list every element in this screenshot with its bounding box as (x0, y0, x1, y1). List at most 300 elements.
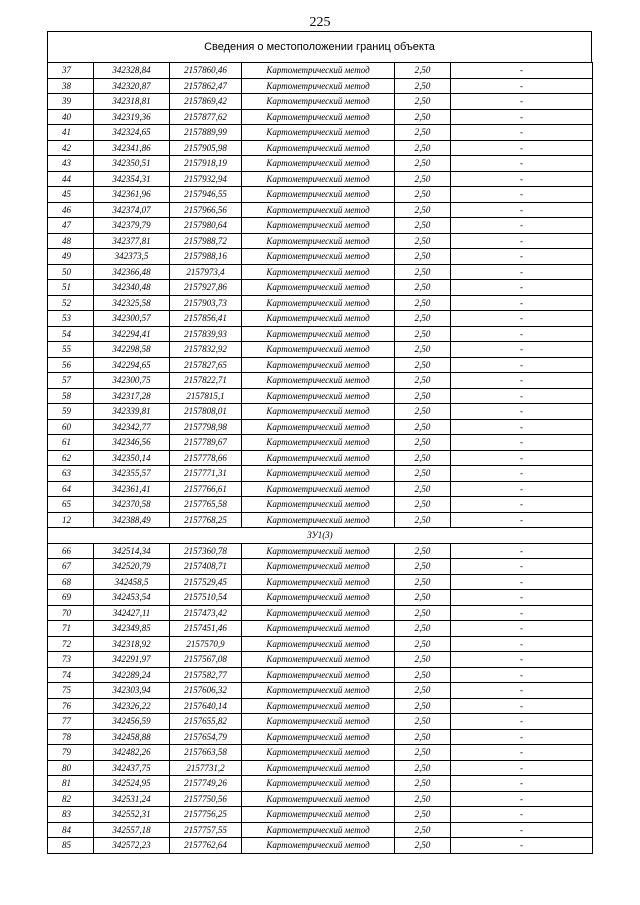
cell-precision: 2,50 (395, 202, 451, 218)
cell-precision: 2,50 (395, 373, 451, 389)
cell-x-coordinate: 342300,57 (94, 311, 170, 327)
cell-description: - (451, 543, 593, 559)
cell-x-coordinate: 342339,81 (94, 404, 170, 420)
cell-x-coordinate: 342294,65 (94, 357, 170, 373)
cell-description: - (451, 745, 593, 761)
cell-point-number: 53 (48, 311, 94, 327)
cell-description: - (451, 497, 593, 513)
cell-description: - (451, 249, 593, 265)
cell-point-number: 58 (48, 388, 94, 404)
cell-y-coordinate: 2157567,08 (170, 652, 242, 668)
cell-method: Картометрический метод (242, 729, 395, 745)
cell-description: - (451, 357, 593, 373)
cell-x-coordinate: 342342,77 (94, 419, 170, 435)
cell-x-coordinate: 342341,86 (94, 140, 170, 156)
table-row (48, 125, 593, 141)
cell-precision: 2,50 (395, 559, 451, 575)
cell-point-number: 49 (48, 249, 94, 265)
cell-point-number: 61 (48, 435, 94, 451)
cell-method: Картометрический метод (242, 218, 395, 234)
table-row (48, 419, 593, 435)
cell-description: - (451, 652, 593, 668)
cell-method: Картометрический метод (242, 838, 395, 854)
cell-method: Картометрический метод (242, 667, 395, 683)
coordinates-table (47, 62, 593, 854)
cell-y-coordinate: 2157839,93 (170, 326, 242, 342)
cell-method: Картометрический метод (242, 357, 395, 373)
cell-method: Картометрический метод (242, 481, 395, 497)
cell-point-number: 46 (48, 202, 94, 218)
cell-x-coordinate: 342572,23 (94, 838, 170, 854)
cell-precision: 2,50 (395, 543, 451, 559)
cell-y-coordinate: 2157877,62 (170, 109, 242, 125)
cell-precision: 2,50 (395, 171, 451, 187)
cell-y-coordinate: 2157762,64 (170, 838, 242, 854)
cell-precision: 2,50 (395, 249, 451, 265)
cell-point-number: 66 (48, 543, 94, 559)
table-row (48, 264, 593, 280)
cell-x-coordinate: 342350,14 (94, 450, 170, 466)
cell-method: Картометрический метод (242, 388, 395, 404)
cell-x-coordinate: 342326,22 (94, 698, 170, 714)
cell-description: - (451, 125, 593, 141)
cell-description: - (451, 94, 593, 110)
cell-point-number: 84 (48, 822, 94, 838)
cell-y-coordinate: 2157808,01 (170, 404, 242, 420)
cell-point-number: 75 (48, 683, 94, 699)
cell-precision: 2,50 (395, 621, 451, 637)
table-row (48, 776, 593, 792)
cell-y-coordinate: 2157757,55 (170, 822, 242, 838)
table-title: Сведения о местоположении границ объекта (47, 31, 592, 62)
table-separator-section (48, 528, 593, 544)
cell-precision: 2,50 (395, 78, 451, 94)
cell-x-coordinate: 342303,94 (94, 683, 170, 699)
cell-method: Картометрический метод (242, 326, 395, 342)
cell-method: Картометрический метод (242, 342, 395, 358)
cell-precision: 2,50 (395, 450, 451, 466)
cell-method: Картометрический метод (242, 683, 395, 699)
cell-method: Картометрический метод (242, 543, 395, 559)
cell-point-number: 37 (48, 63, 94, 79)
table-row (48, 63, 593, 79)
cell-description: - (451, 388, 593, 404)
cell-y-coordinate: 2157789,67 (170, 435, 242, 451)
cell-x-coordinate: 342520,79 (94, 559, 170, 575)
cell-y-coordinate: 2157756,25 (170, 807, 242, 823)
cell-description: - (451, 156, 593, 172)
cell-method: Картометрический метод (242, 94, 395, 110)
cell-method: Картометрический метод (242, 559, 395, 575)
cell-point-number: 67 (48, 559, 94, 575)
table-row (48, 714, 593, 730)
cell-method: Картометрический метод (242, 109, 395, 125)
cell-method: Картометрический метод (242, 807, 395, 823)
cell-point-number: 42 (48, 140, 94, 156)
cell-x-coordinate: 342427,11 (94, 605, 170, 621)
cell-x-coordinate: 342456,59 (94, 714, 170, 730)
cell-method: Картометрический метод (242, 822, 395, 838)
cell-x-coordinate: 342320,87 (94, 78, 170, 94)
cell-description: - (451, 559, 593, 575)
table-row (48, 590, 593, 606)
table-row (48, 652, 593, 668)
cell-precision: 2,50 (395, 698, 451, 714)
table-row (48, 621, 593, 637)
cell-x-coordinate: 342324,65 (94, 125, 170, 141)
cell-description: - (451, 760, 593, 776)
cell-y-coordinate: 2157815,1 (170, 388, 242, 404)
cell-point-number: 55 (48, 342, 94, 358)
cell-y-coordinate: 2157408,71 (170, 559, 242, 575)
table-row (48, 78, 593, 94)
cell-description: - (451, 419, 593, 435)
table-row (48, 838, 593, 854)
table-row (48, 202, 593, 218)
table-row (48, 187, 593, 203)
cell-y-coordinate: 2157655,82 (170, 714, 242, 730)
table-row (48, 512, 593, 528)
cell-method: Картометрический метод (242, 698, 395, 714)
cell-precision: 2,50 (395, 636, 451, 652)
cell-method: Картометрический метод (242, 652, 395, 668)
cell-point-number: 41 (48, 125, 94, 141)
cell-point-number: 64 (48, 481, 94, 497)
cell-description: - (451, 63, 593, 79)
cell-description: - (451, 187, 593, 203)
cell-description: - (451, 202, 593, 218)
cell-method: Картометрический метод (242, 760, 395, 776)
table-row (48, 404, 593, 420)
cell-description: - (451, 404, 593, 420)
cell-precision: 2,50 (395, 357, 451, 373)
cell-point-number: 50 (48, 264, 94, 280)
cell-point-number: 43 (48, 156, 94, 172)
cell-point-number: 45 (48, 187, 94, 203)
cell-y-coordinate: 2157918,19 (170, 156, 242, 172)
cell-precision: 2,50 (395, 791, 451, 807)
cell-y-coordinate: 2157765,58 (170, 497, 242, 513)
cell-point-number: 82 (48, 791, 94, 807)
cell-x-coordinate: 342366,48 (94, 264, 170, 280)
cell-precision: 2,50 (395, 497, 451, 513)
cell-method: Картометрический метод (242, 171, 395, 187)
cell-x-coordinate: 342350,51 (94, 156, 170, 172)
cell-x-coordinate: 342291,97 (94, 652, 170, 668)
cell-method: Картометрический метод (242, 512, 395, 528)
cell-precision: 2,50 (395, 388, 451, 404)
cell-precision: 2,50 (395, 807, 451, 823)
cell-description: - (451, 636, 593, 652)
cell-precision: 2,50 (395, 218, 451, 234)
cell-description: - (451, 109, 593, 125)
cell-x-coordinate: 342552,31 (94, 807, 170, 823)
cell-point-number: 47 (48, 218, 94, 234)
cell-description: - (451, 140, 593, 156)
cell-precision: 2,50 (395, 435, 451, 451)
cell-point-number: 62 (48, 450, 94, 466)
cell-description: - (451, 481, 593, 497)
table-row (48, 435, 593, 451)
cell-x-coordinate: 342294,41 (94, 326, 170, 342)
cell-method: Картометрический метод (242, 202, 395, 218)
cell-y-coordinate: 2157798,98 (170, 419, 242, 435)
cell-precision: 2,50 (395, 326, 451, 342)
cell-precision: 2,50 (395, 466, 451, 482)
cell-y-coordinate: 2157766,61 (170, 481, 242, 497)
cell-precision: 2,50 (395, 590, 451, 606)
cell-y-coordinate: 2157932,94 (170, 171, 242, 187)
cell-x-coordinate: 342557,18 (94, 822, 170, 838)
cell-y-coordinate: 2157966,56 (170, 202, 242, 218)
cell-precision: 2,50 (395, 187, 451, 203)
cell-x-coordinate: 342340,48 (94, 280, 170, 296)
cell-point-number: 40 (48, 109, 94, 125)
cell-x-coordinate: 342531,24 (94, 791, 170, 807)
table-row (48, 218, 593, 234)
cell-x-coordinate: 342377,81 (94, 233, 170, 249)
table-row (48, 729, 593, 745)
section-separator-label: ЗУ1(3) (48, 528, 593, 544)
table-row (48, 807, 593, 823)
cell-method: Картометрический метод (242, 249, 395, 265)
cell-description: - (451, 590, 593, 606)
table-row (48, 295, 593, 311)
cell-precision: 2,50 (395, 233, 451, 249)
table-row (48, 94, 593, 110)
cell-precision: 2,50 (395, 481, 451, 497)
table-row (48, 760, 593, 776)
cell-x-coordinate: 342346,56 (94, 435, 170, 451)
cell-y-coordinate: 2157905,98 (170, 140, 242, 156)
cell-method: Картометрический метод (242, 714, 395, 730)
cell-point-number: 76 (48, 698, 94, 714)
cell-x-coordinate: 342318,92 (94, 636, 170, 652)
cell-method: Картометрический метод (242, 435, 395, 451)
table-row (48, 466, 593, 482)
cell-point-number: 69 (48, 590, 94, 606)
cell-precision: 2,50 (395, 311, 451, 327)
cell-y-coordinate: 2157832,92 (170, 342, 242, 358)
cell-y-coordinate: 2157529,45 (170, 574, 242, 590)
cell-method: Картометрический метод (242, 187, 395, 203)
table-row (48, 140, 593, 156)
cell-precision: 2,50 (395, 667, 451, 683)
cell-y-coordinate: 2157778,66 (170, 450, 242, 466)
cell-description: - (451, 326, 593, 342)
cell-x-coordinate: 342298,58 (94, 342, 170, 358)
cell-point-number: 51 (48, 280, 94, 296)
cell-x-coordinate: 342458,5 (94, 574, 170, 590)
cell-y-coordinate: 2157980,64 (170, 218, 242, 234)
cell-y-coordinate: 2157606,32 (170, 683, 242, 699)
cell-y-coordinate: 2157570,9 (170, 636, 242, 652)
cell-description: - (451, 605, 593, 621)
cell-point-number: 81 (48, 776, 94, 792)
cell-point-number: 80 (48, 760, 94, 776)
cell-method: Картометрический метод (242, 466, 395, 482)
table-row (48, 559, 593, 575)
cell-description: - (451, 512, 593, 528)
cell-point-number: 78 (48, 729, 94, 745)
cell-description: - (451, 621, 593, 637)
cell-point-number: 38 (48, 78, 94, 94)
cell-x-coordinate: 342325,58 (94, 295, 170, 311)
table-row (48, 233, 593, 249)
cell-x-coordinate: 342354,31 (94, 171, 170, 187)
cell-x-coordinate: 342317,28 (94, 388, 170, 404)
cell-precision: 2,50 (395, 729, 451, 745)
cell-description: - (451, 729, 593, 745)
cell-description: - (451, 683, 593, 699)
cell-x-coordinate: 342482,26 (94, 745, 170, 761)
cell-y-coordinate: 2157946,55 (170, 187, 242, 203)
cell-y-coordinate: 2157771,31 (170, 466, 242, 482)
cell-y-coordinate: 2157827,65 (170, 357, 242, 373)
cell-y-coordinate: 2157582,77 (170, 667, 242, 683)
cell-y-coordinate: 2157860,46 (170, 63, 242, 79)
table-row (48, 605, 593, 621)
cell-point-number: 39 (48, 94, 94, 110)
cell-method: Картометрический метод (242, 140, 395, 156)
cell-point-number: 79 (48, 745, 94, 761)
cell-point-number: 83 (48, 807, 94, 823)
cell-method: Картометрический метод (242, 419, 395, 435)
cell-description: - (451, 698, 593, 714)
cell-description: - (451, 776, 593, 792)
cell-y-coordinate: 2157749,26 (170, 776, 242, 792)
cell-y-coordinate: 2157869,42 (170, 94, 242, 110)
cell-precision: 2,50 (395, 714, 451, 730)
cell-method: Картометрический метод (242, 745, 395, 761)
cell-point-number: 74 (48, 667, 94, 683)
cell-point-number: 54 (48, 326, 94, 342)
cell-y-coordinate: 2157903,73 (170, 295, 242, 311)
cell-description: - (451, 295, 593, 311)
cell-method: Картометрический метод (242, 125, 395, 141)
cell-method: Картометрический метод (242, 497, 395, 513)
cell-y-coordinate: 2157927,86 (170, 280, 242, 296)
cell-description: - (451, 822, 593, 838)
cell-x-coordinate: 342318,81 (94, 94, 170, 110)
cell-method: Картометрический метод (242, 280, 395, 296)
cell-precision: 2,50 (395, 419, 451, 435)
cell-x-coordinate: 342388,49 (94, 512, 170, 528)
cell-x-coordinate: 342328,84 (94, 63, 170, 79)
cell-x-coordinate: 342370,58 (94, 497, 170, 513)
cell-precision: 2,50 (395, 574, 451, 590)
cell-point-number: 48 (48, 233, 94, 249)
cell-method: Картометрический метод (242, 776, 395, 792)
cell-description: - (451, 807, 593, 823)
cell-point-number: 65 (48, 497, 94, 513)
cell-precision: 2,50 (395, 280, 451, 296)
cell-precision: 2,50 (395, 822, 451, 838)
cell-precision: 2,50 (395, 512, 451, 528)
cell-precision: 2,50 (395, 125, 451, 141)
table-row (48, 280, 593, 296)
cell-method: Картометрический метод (242, 404, 395, 420)
cell-y-coordinate: 2157731,2 (170, 760, 242, 776)
table-row (48, 481, 593, 497)
cell-method: Картометрический метод (242, 311, 395, 327)
cell-description: - (451, 233, 593, 249)
cell-method: Картометрический метод (242, 78, 395, 94)
cell-x-coordinate: 342379,79 (94, 218, 170, 234)
cell-method: Картометрический метод (242, 574, 395, 590)
cell-method: Картометрический метод (242, 295, 395, 311)
cell-method: Картометрический метод (242, 373, 395, 389)
cell-x-coordinate: 342361,96 (94, 187, 170, 203)
cell-x-coordinate: 342349,85 (94, 621, 170, 637)
cell-description: - (451, 435, 593, 451)
cell-y-coordinate: 2157889,99 (170, 125, 242, 141)
cell-method: Картометрический метод (242, 791, 395, 807)
cell-description: - (451, 466, 593, 482)
cell-y-coordinate: 2157663,58 (170, 745, 242, 761)
table-row (48, 574, 593, 590)
cell-y-coordinate: 2157988,16 (170, 249, 242, 265)
cell-precision: 2,50 (395, 838, 451, 854)
cell-method: Картометрический метод (242, 63, 395, 79)
table-row (48, 326, 593, 342)
cell-point-number: 72 (48, 636, 94, 652)
table-row (48, 357, 593, 373)
cell-y-coordinate: 2157451,46 (170, 621, 242, 637)
cell-point-number: 73 (48, 652, 94, 668)
cell-description: - (451, 838, 593, 854)
table-section-b (48, 543, 593, 853)
cell-precision: 2,50 (395, 109, 451, 125)
boundary-table-sheet (47, 31, 592, 854)
cell-precision: 2,50 (395, 404, 451, 420)
cell-precision: 2,50 (395, 652, 451, 668)
cell-description: - (451, 218, 593, 234)
cell-precision: 2,50 (395, 683, 451, 699)
table-row (48, 450, 593, 466)
cell-method: Картометрический метод (242, 590, 395, 606)
cell-x-coordinate: 342437,75 (94, 760, 170, 776)
cell-point-number: 57 (48, 373, 94, 389)
cell-description: - (451, 450, 593, 466)
cell-y-coordinate: 2157973,4 (170, 264, 242, 280)
cell-x-coordinate: 342458,88 (94, 729, 170, 745)
cell-point-number: 70 (48, 605, 94, 621)
cell-description: - (451, 791, 593, 807)
table-row (48, 636, 593, 652)
table-row (48, 791, 593, 807)
cell-precision: 2,50 (395, 760, 451, 776)
cell-method: Картометрический метод (242, 156, 395, 172)
table-row (48, 171, 593, 187)
cell-x-coordinate: 342373,5 (94, 249, 170, 265)
cell-y-coordinate: 2157822,71 (170, 373, 242, 389)
cell-x-coordinate: 342374,07 (94, 202, 170, 218)
cell-point-number: 56 (48, 357, 94, 373)
section-separator-row (48, 528, 593, 544)
cell-precision: 2,50 (395, 295, 451, 311)
cell-y-coordinate: 2157856,41 (170, 311, 242, 327)
cell-precision: 2,50 (395, 140, 451, 156)
table-row (48, 683, 593, 699)
table-row (48, 311, 593, 327)
cell-method: Картометрический метод (242, 233, 395, 249)
cell-x-coordinate: 342361,41 (94, 481, 170, 497)
cell-point-number: 71 (48, 621, 94, 637)
cell-description: - (451, 373, 593, 389)
cell-x-coordinate: 342524,95 (94, 776, 170, 792)
cell-description: - (451, 280, 593, 296)
